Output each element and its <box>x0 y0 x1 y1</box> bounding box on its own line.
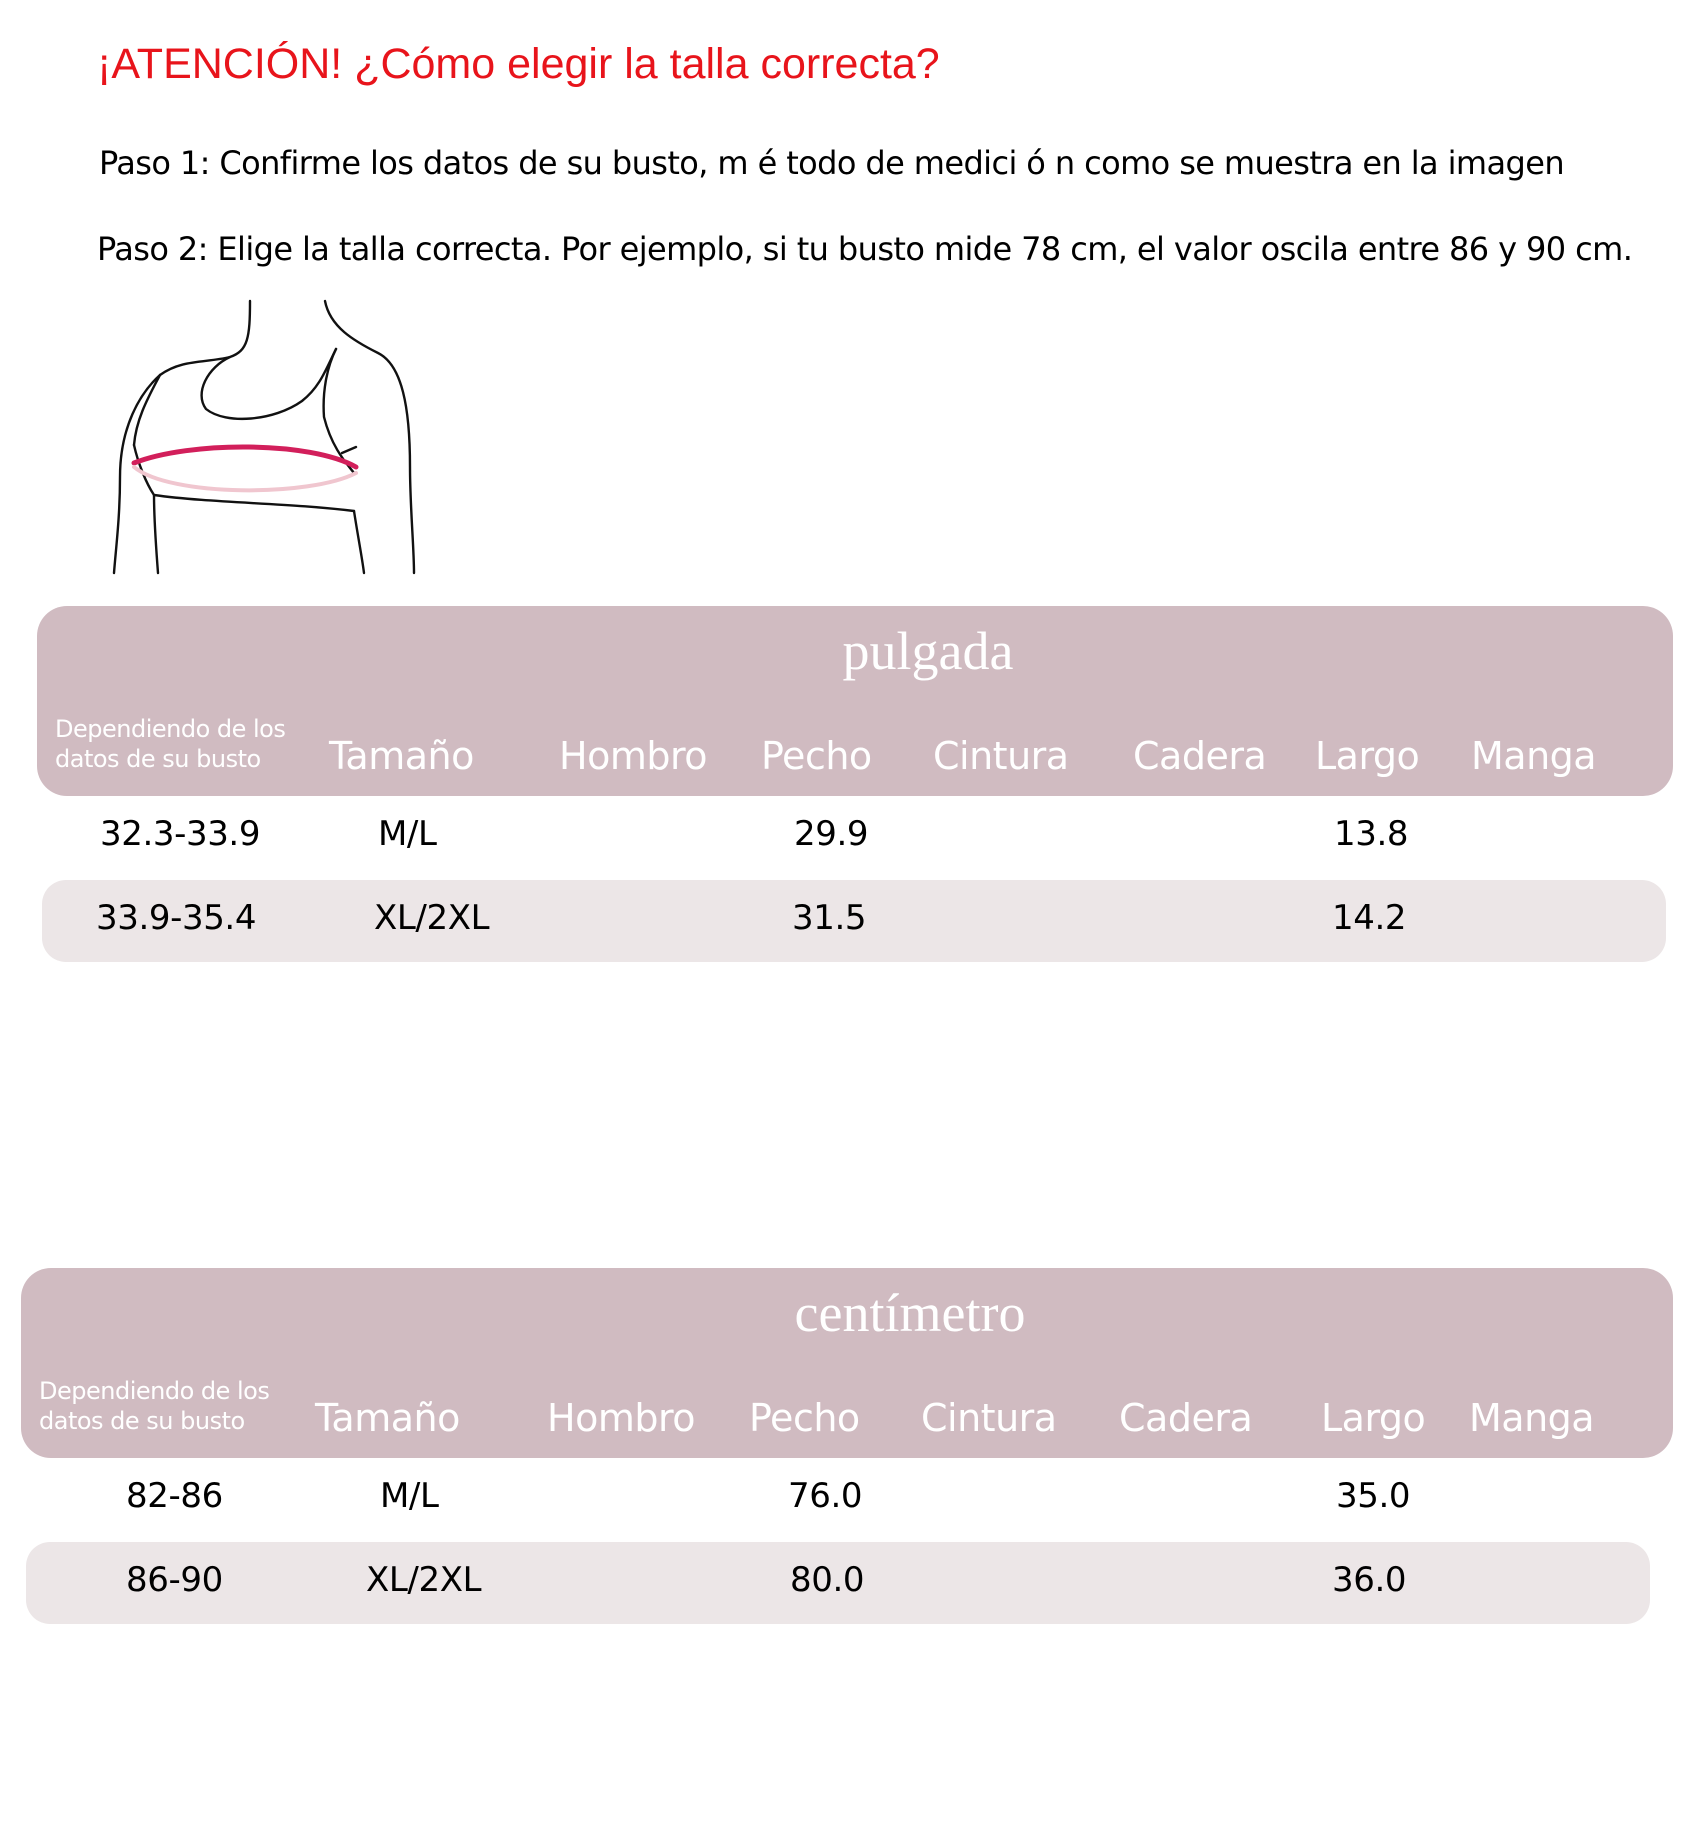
cell-length: 13.8 <box>1334 814 1409 854</box>
unit-title: centímetro <box>794 1283 1026 1343</box>
table-row <box>42 880 1666 962</box>
cell-bust: 82-86 <box>126 1476 223 1516</box>
column-header-size: Tamaño <box>315 1396 460 1440</box>
column-header-waist: Cintura <box>933 734 1069 778</box>
cell-bust: 33.9-35.4 <box>96 898 257 938</box>
bust-measurement-illustration <box>110 297 460 577</box>
cell-size: XL/2XL <box>374 898 490 938</box>
column-header-bust-line2: datos de su busto <box>55 745 261 773</box>
cell-size: M/L <box>378 814 437 854</box>
table-header <box>37 606 1673 796</box>
cell-chest: 29.9 <box>794 814 869 854</box>
cell-chest: 31.5 <box>792 898 867 938</box>
page-title: ¡ATENCIÓN! ¿Cómo elegir la talla correcta? <box>97 40 940 88</box>
column-header-bust-line2: datos de su busto <box>39 1407 245 1435</box>
cell-chest: 76.0 <box>788 1476 863 1516</box>
column-header-shoulder: Hombro <box>559 734 707 778</box>
cell-bust: 86-90 <box>126 1560 223 1600</box>
column-header-chest: Pecho <box>761 734 872 778</box>
table-row <box>26 1542 1650 1624</box>
step-2-text: Paso 2: Elige la talla correcta. Por ejemplo, si tu busto mide 78 cm, el valor oscila entre 86 y 90 cm. <box>97 230 1633 268</box>
column-header-hip: Cadera <box>1133 734 1267 778</box>
table-row <box>42 796 1666 878</box>
column-header-bust-line1: Dependiendo de los <box>39 1377 270 1405</box>
column-header-size: Tamaño <box>329 734 474 778</box>
column-header-chest: Pecho <box>749 1396 860 1440</box>
column-header-sleeve: Manga <box>1471 734 1597 778</box>
cell-length: 14.2 <box>1332 898 1407 938</box>
column-header-sleeve: Manga <box>1469 1396 1595 1440</box>
table-header <box>21 1268 1673 1458</box>
cell-bust: 32.3-33.9 <box>100 814 261 854</box>
cell-length: 36.0 <box>1332 1560 1407 1600</box>
cell-size: XL/2XL <box>366 1560 482 1600</box>
cell-size: M/L <box>380 1476 439 1516</box>
column-header-bust <box>55 714 285 774</box>
unit-title: pulgada <box>842 621 1014 681</box>
column-header-bust-line1: Dependiendo de los <box>55 715 286 743</box>
column-header-shoulder: Hombro <box>547 1396 695 1440</box>
step-1-text: Paso 1: Confirme los datos de su busto, m é todo de medici ó n como se muestra en la imagen <box>99 144 1564 182</box>
column-header-length: Largo <box>1315 734 1420 778</box>
column-header-waist: Cintura <box>921 1396 1057 1440</box>
column-header-bust <box>39 1376 269 1436</box>
column-header-length: Largo <box>1321 1396 1426 1440</box>
table-row <box>26 1458 1650 1540</box>
cell-chest: 80.0 <box>790 1560 865 1600</box>
cell-length: 35.0 <box>1336 1476 1411 1516</box>
column-header-hip: Cadera <box>1119 1396 1253 1440</box>
